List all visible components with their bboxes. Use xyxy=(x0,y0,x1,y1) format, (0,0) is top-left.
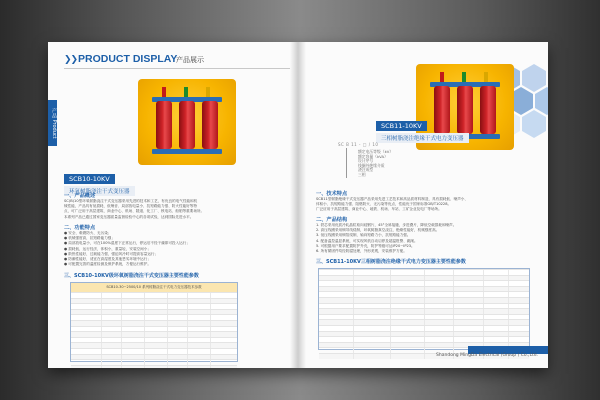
right-page xyxy=(298,42,548,368)
list-item: 4. 配备温控温显系统，可实现风机自动启停及超温报警、跳闸。 xyxy=(316,238,418,243)
structure-list xyxy=(316,223,538,254)
left-page xyxy=(48,42,298,368)
header-divider xyxy=(64,68,290,69)
list-item: ● 损耗低，运行经济，体积小，重量轻，安装空间小； xyxy=(64,246,151,251)
para-line: 广泛应用于高层建筑、商业中心、地铁、机场、车站、工矿企业及电厂等场所。 xyxy=(316,207,442,212)
brochure-spread xyxy=(48,42,548,368)
section-title: 一、技术特点 xyxy=(316,191,348,197)
transformer-frame-bottom xyxy=(152,149,222,154)
table-cell-divider xyxy=(121,366,122,368)
list-item: 6. 所有紧固件均经防腐处理，外形美观，安装维护方便。 xyxy=(316,249,407,254)
legend-bracket xyxy=(346,148,347,178)
para-line: 械性能，产品具有低损耗、低噪音、局部放电量小、抗短路能力强、防火性能好等特 xyxy=(64,204,197,209)
table-cell-divider xyxy=(144,366,145,368)
product-name: 环氧树脂浇注干式变压器 xyxy=(64,186,135,196)
page-title: PRODUCT DISPLAY xyxy=(78,53,178,65)
bushing-icon xyxy=(440,72,444,82)
list-item: 1. 铁芯采用优质冷轧晶粒取向硅钢片，45°全斜接缝，步进叠片，降低空载损耗和噪声。 xyxy=(316,223,457,227)
legend-item: 三相 xyxy=(358,171,366,177)
coil-icon xyxy=(202,101,218,149)
transformer-photo xyxy=(138,79,236,165)
spec-table xyxy=(70,282,238,362)
product-code: SCB11-10KV xyxy=(376,121,427,131)
company-footer: Shandong MingDa Electrical (Group ) Co.,Ltd. xyxy=(436,353,538,358)
product-label xyxy=(376,113,469,143)
table-cell-divider xyxy=(390,354,391,359)
table-title: 三、SCB11-10KV三相树脂浇注绝缘干式电力变压器主要性能参数 xyxy=(316,259,466,265)
section-body xyxy=(316,197,538,213)
table-cell-divider xyxy=(210,366,211,368)
bushing-icon xyxy=(484,72,488,82)
legend-item: 额定电压等级（kV） xyxy=(358,149,394,154)
list-item: ● 防潮性能好，适宜在高湿度及其他恶劣环境中运行； xyxy=(64,257,151,262)
para-line: SCB11型树脂绝缘干式变压器产品采用先进工艺技术和高品质材料制造，具有损耗低、噪声小、 xyxy=(316,197,468,201)
para-line: 体积小、抗短路能力强、阻燃防火、无污染等优点，性能优于国家标准GB/T10228。 xyxy=(316,202,452,207)
section-title: 二、产品结构 xyxy=(316,217,348,223)
list-item: ● 机械强度高，抗短路能力强； xyxy=(64,236,115,241)
feature-list xyxy=(64,231,284,267)
para-line: 点，可广泛用于高层建筑、商业中心、机场、隧道、化工厂、核电站、船舶等重要场所。 xyxy=(64,209,205,214)
legend-item: 浇注成型 xyxy=(358,167,374,173)
double-chevron-icon: ❯❯ xyxy=(64,55,78,65)
list-item: 3. 低压线圈采用铜箔绕制，轴向短路力小，抗短路能力强。 xyxy=(316,233,411,238)
bushing-icon xyxy=(184,87,188,97)
product-code: SCB10-10KV xyxy=(64,174,115,184)
legend-item: 额定容量（kVA） xyxy=(358,153,388,159)
para-line: SC(B)10型环氧树脂浇注干式变压器采用先进的技术和工艺，有优良的电气性能和机 xyxy=(64,199,198,203)
list-item: ● 局部放电量小，可在100%湿度下正常运行，停运后不经干燥即可投入运行； xyxy=(64,241,190,246)
bushing-icon xyxy=(462,72,466,82)
bushing-icon xyxy=(206,87,210,97)
list-item: ● 安全、难燃防火、无污染； xyxy=(64,231,112,235)
table-row xyxy=(71,365,237,368)
legend-item: 设计序号 xyxy=(358,158,374,164)
list-item: ● 可配置完善的温度检测及保护系统，方便运行维护。 xyxy=(64,262,151,267)
model-legend xyxy=(358,150,393,178)
product-name: 三相树脂浇注绝缘干式电力变压器 xyxy=(376,133,469,143)
model-code: SC B 11 - □ / 10 xyxy=(338,142,379,147)
coil-icon xyxy=(156,101,172,149)
book-spine xyxy=(290,42,306,368)
bushing-icon xyxy=(162,87,166,97)
list-item: ● 散热性能好，过载能力强，强迫风冷时可提高容量运行； xyxy=(64,251,159,256)
legend-item: 线圈外绝缘介质 xyxy=(358,162,385,168)
section-body xyxy=(64,199,284,220)
table-cell-divider xyxy=(167,366,168,368)
page-subtitle: 产品展示 xyxy=(176,56,204,64)
para-line: 本系列产品已通过国家变压器质量监督检验中心的各项试验，达到国际先进水平。 xyxy=(64,214,194,219)
table-cell-divider xyxy=(187,366,188,368)
coil-icon xyxy=(480,86,496,134)
list-item: 5. 可根据用户要求配置防护外壳，防护等级可达IP20~IP23。 xyxy=(316,243,415,248)
list-item: 2. 高压线圈采用铜导线绕制，环氧树脂真空浇注，绝缘性能好，机械强度高。 xyxy=(316,228,440,233)
section-title: 一、产品概述 xyxy=(64,193,96,199)
table-header: SCB10-30~2500/10 系列树脂浇注干式电力变压器技术参数 xyxy=(71,283,237,292)
table-cell-divider xyxy=(424,354,425,359)
section-title: 二、功能特点 xyxy=(64,225,96,231)
table-body xyxy=(71,292,237,368)
table-cell-divider xyxy=(353,354,354,359)
side-tab-label: 产品 Product xyxy=(51,108,57,139)
coil-icon xyxy=(179,101,195,149)
table-cell-divider xyxy=(101,366,102,368)
spec-table xyxy=(318,268,530,350)
table-title: 三、SCB10-10KV级环氧树脂浇注干式变压器主要性能参数 xyxy=(64,273,199,279)
